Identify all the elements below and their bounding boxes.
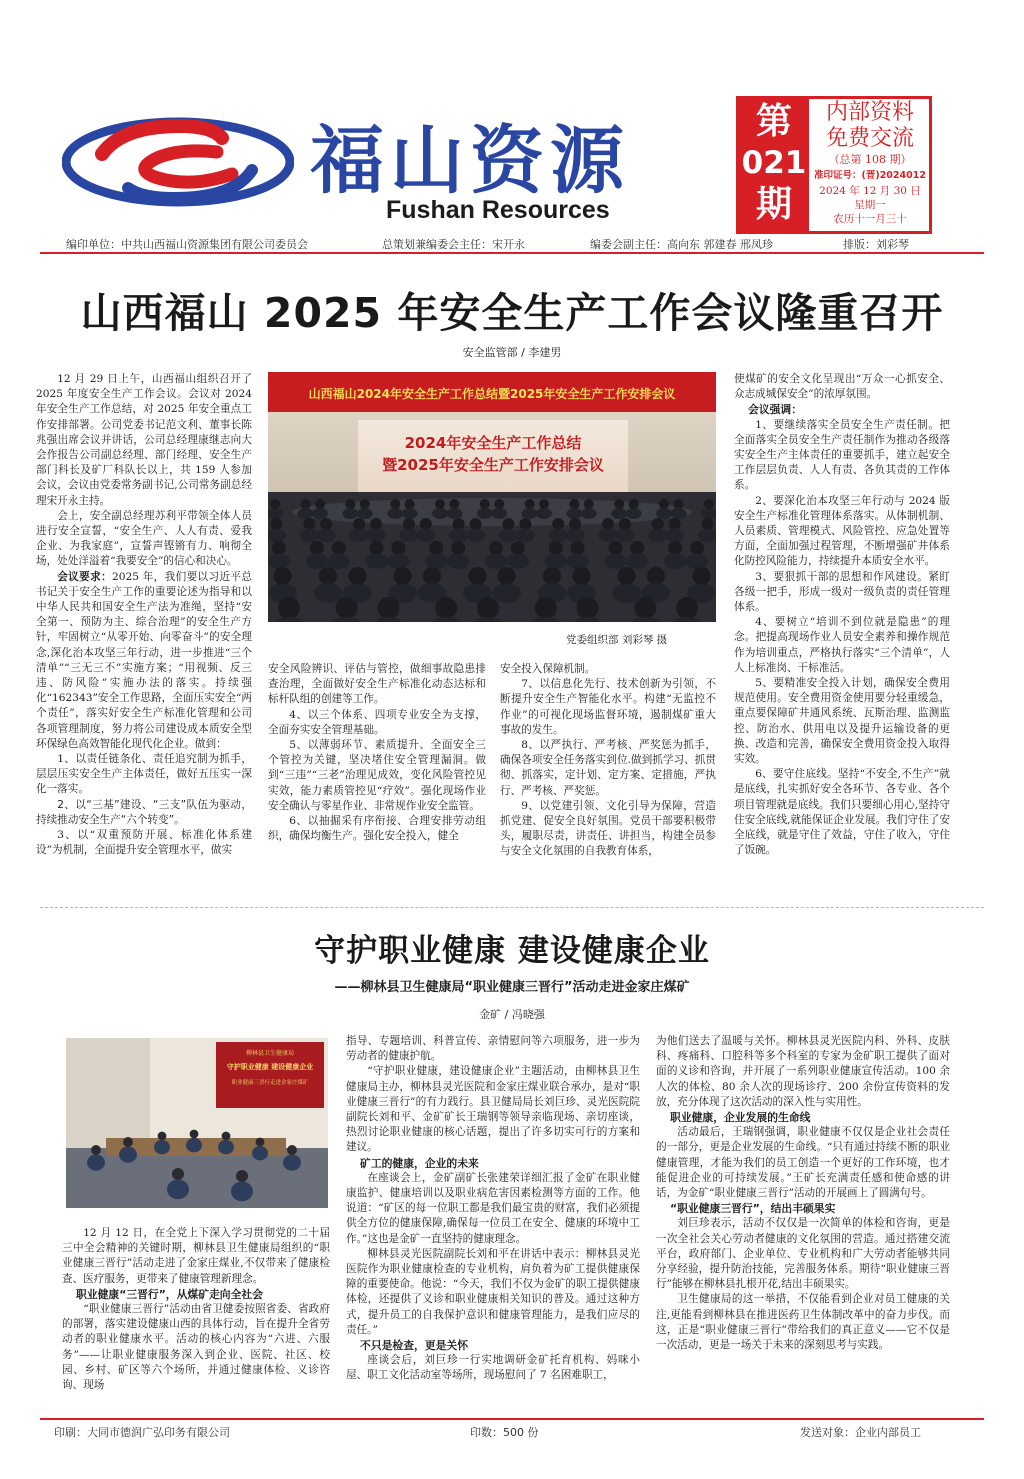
article1-column-3 [500,662,716,860]
list-item: 6、以抽掘采有序衔接、合理安排劳动组织，确保均衡生产。强化安全投入，健全 [268,815,486,843]
meeting-banner-text: 山西福山2024年安全生产工作总结暨2025年安全生产工作安排会议 [308,387,676,401]
newspaper-title: 福山资源 [310,118,630,204]
screen-title-line2: 暨2025年安全生产工作安排会议 [382,456,604,474]
article2-column-1 [62,1226,330,1393]
paragraph: 12 月 29 日上午，山西福山组织召开了 2025 年度安全生产工作会议。会议对 2024 年安全生产工作总结，对 2025 年安全重点工作安排部署。公司党委书记范文利、董事长陈兆强出席会议并讲话，公司总经理康继志向大会作报告公司副总经理、部门经理、安全生产部门科长及矿厂科队长以上，共 159 人参加会议，会议由党委常务副书记,公司常务副总经理宋开永主持。 [36,373,252,507]
paragraph: 在座谈会上，金矿副矿长张建荣详细汇报了金矿在职业健康监护、健康培训以及职业病危害因素检测等方面的工作。他说道：“矿区的每一位职工都是我们最宝贵的财富，我们必须提供全方位的健康保障,确保每一位员工在安全、健康的环境中工作。”这也是金矿一直坚持的健康理念。 [346,1171,640,1245]
list-item: 3、以“双重预防开展、标准化体系建设”为机制，全面提升安全管理水平，做实 [36,829,252,857]
paragraph: 卫生健康局的这一举措，不仅能看到企业对员工健康的关注,更能看到柳林县在推进医药卫生体制改革中的奋力步伐。而这，正是“职业健康三晋行”带给我们的真正意义——它不仅是一次活动，更是一场关于未来的深刻思考与实践。 [656,1293,950,1352]
article2-column-2 [346,1034,640,1384]
list-item: 7、以信息化先行、技术创新为引领，不断提升安全生产智能化水平。构建“无监控不作业”的可视化现场监督环境，遏制煤矿重大事故的发生。 [500,678,716,736]
section-label: 会议强调： [748,403,803,417]
article2-byline: 金矿 / 冯晓强 [479,1008,545,1021]
audience-graphic [268,372,716,622]
list-item: 4、要树立“培训不到位就是隐患”的理念。把提高现场作业人员安全素养和操作规范作为培训重点，严格执行落实“三个清单”，人人上标准岗、干标准活。 [734,616,950,674]
paragraph: 指导、专题培训、科普宣传、亲情慰问等六项服务，进一步为劳动者的健康护航。 [346,1035,640,1063]
editor-chief: 总策划兼编委会主任：宋开永 [382,238,525,251]
permit-number: 准印证号：(晋)2024012 [814,170,926,181]
article2-subtitle: ——柳林县卫生健康局“职业健康三晋行”活动走进金家庄煤矿 [334,980,690,995]
article1-column-1 [36,372,252,859]
article1-byline: 安全监管部 / 李建男 [462,346,562,359]
paragraph: 座谈会后，刘巨珍一行实地调研金矿托育机构、妈咪小屋、职工文化活动室等场所，现场慰问了 7 名困难职工， [346,1354,640,1382]
article1-column-4 [734,372,950,859]
footer-printer: 印刷：大同市德润广弘印务有限公司 [54,1426,230,1439]
masthead [0,0,1024,260]
list-item: 9、以党建引领、文化引导为保障，营造抓党建、促安全良好氛围。党员干部要积极带头，履职尽责，讲责任、讲担当，构建全员参与安全文化氛围的自我教育体系， [500,799,716,858]
article2-column-3 [656,1034,950,1353]
board-line-3: 职业健康三晋行走进金家庄煤矿 [231,1080,309,1086]
paragraph: 安全风险辨识、评估与管控，做细事故隐患排查治理，全面做好安全生产标准化动态达标和标杆队组的创建等工作。 [268,663,486,706]
paragraph: 活动最后，王瑞钢强调，职业健康不仅仅是企业社会责任的一部分，更是企业发展的生命线。“只有通过持续不断的职业健康管理，才能为我们的员工创造一个更好的工作环境，也才能促进企业的可持续发展。”王矿长充满责任感和使命感的讲话，为金矿“职业健康三晋行”活动的开展画上了圆满句号。 [656,1126,950,1200]
paragraph: 会上，安全副总经理苏利平带领全体人员进行安全宣誓，“安全生产、人人有责、爱我企业、为我家庭”，宣誓声铿锵有力、响彻全场，处处洋溢着“我要安全”的信心和决心。 [36,509,252,568]
editor-layout: 排版：刘彩琴 [843,238,909,251]
editor-deputy: 编委会副主任：高向东 郭建春 邢凤珍 [590,238,773,251]
footer-recipients: 发送对象：企业内部员工 [800,1426,921,1439]
list-item: 5、以薄弱环节、素质提升、全面安全三个管控为关键，坚决堵住安全管理漏洞。做到“三违”“三老”治理见成效，变化风险管控见实效，能力素质管控见“疗效”。强化现场作业安全确认与零星作业、非常规作业安全监管。 [268,739,486,812]
newspaper-title-en: Fushan Resources [386,196,610,224]
internal-label: 内部资料 [825,100,914,125]
section-heading: 不只是检查，更是关怀 [360,1339,468,1353]
total-issue: （总第 108 期） [828,153,912,166]
issue-char-top: 第 [755,101,792,142]
list-item: 2、要深化治本攻坚三年行动与 2024 版安全生产标准化管理体系落实。从体制机制、人员素质、管理模式、风险管控、应急处置等方面，全面加强过程管理，不断增强矿井体系化防控风险能力，持续提升本质安全水平。 [734,494,950,568]
health-visit-photo [66,1038,328,1208]
section-label: 会议要求： [57,570,113,583]
paragraph: 柳林县灵光医院副院长刘和平在讲话中表示：柳林县灵光医院作为职业健康检查的专业机构，肩负着为矿工提供健康保障的重要使命。他说：“今天，我们不仅为金矿的职工提供健康体检，还提供了义诊和职业健康相关知识的普及。通过这种方式，提升员工的自我保护意识和健康管理能力，是我们应尽的责任。” [346,1247,640,1336]
list-item: 5、要精准安全投入计划，确保安全费用规范使用。安全费用资金使用要分轻重缓急，重点要保障矿井通风系统、瓦斯治理、监测监控、防治水、供用电以及提升运输设备的更换、改造和完善，确保安全费用资金投入取得实效。 [734,677,950,766]
list-item: 1、要继续落实全员安全生产责任制。把全面落实全员安全生产责任制作为推动各级落实安全生产主体责任的重要抓手，建立起安全工作层层负责、人人有责、各负其责的工作体系。 [734,418,950,492]
list-item: 1、以责任链条化、责任追究制为抓手，层层压实安全生产主体责任，做好五压实一深化一落实。 [36,753,252,796]
issue-info [811,99,929,226]
issue-char-bottom: 期 [755,184,792,225]
issue-lunar-date: 农历十一月三十 [833,213,907,225]
article1-title: 山西福山 2025 年安全生产工作会议隆重召开 [80,289,944,337]
list-item: 8、以严执行、严考核、严奖惩为抓手，确保各项安全任务落实到位.做到抓学习、抓贯彻、抓落实，定计划、定方案、定措施，严执行、严考核、严奖惩。 [500,739,716,797]
issue-number: 021 [741,145,807,181]
editorial-line [60,236,960,252]
issue-weekday: 星期一 [854,199,886,211]
paragraph: 12 月 12 日，在全党上下深入学习贯彻党的二十届三中全会精神的关键时期，柳林县卫生健康局组织的“职业健康三晋行”活动走进了金家庄煤业,不仅带来了健康检查、医疗服务，更带来了健康管理新理念。 [62,1227,330,1285]
section-heading: 矿工的健康，企业的未来 [360,1156,479,1170]
issue-number-block [739,99,809,231]
masthead-rule [40,252,984,254]
board-line-2: 守护职业健康 建设健康企业 [226,1063,314,1071]
editor-unit: 编印单位：中共山西福山资源集团有限公司委员会 [66,238,308,251]
list-item: 2、以“三基”建设、“三支”队伍为驱动，持续推动安全生产“六个转变”。 [36,798,252,826]
paragraph: 会议要求：2025 年，我们要以习近平总书记关于安全生产工作的重要论述为指导和以中华人民共和国安全生产法为准绳，坚持“安全第一、预防为主、综合治理”的安全生产方针，牢固树立“从零开始、向零奋斗”的安全理念,深化治本攻坚三年行动，进一步推进“三个清单”“三无三不”实施方案；“用视频、反三违、防风险”实施办法的落实。持续强化“162343”安全工作思路，全面压实安全“两个责任”，落实好安全生产标准化管理和公司各项管理制度，努力将公司建设成本质安全型环保绿色高效智能化现代化企业。做到： [36,570,252,750]
paragraph: “守护职业健康，建设健康企业”主题活动，由柳林县卫生健康局主办，柳林县灵光医院和金家庄煤业联合承办，是对“职业健康三晋行”的有力践行。县卫健局局长刘巨珍、灵光医院院副院长刘和平、金矿矿长王瑞钢等领导亲临现场、亲切座谈，热烈讨论职业健康的核心话题，提出了许多切实可行的方案和建议。 [346,1065,640,1154]
article2-title: 守护职业健康 建设健康企业 [314,933,710,969]
paragraph: “职业健康三晋行”活动由省卫健委按照省委、省政府的部署，落实建设健康山西的具体行动，旨在提升全省劳动者的职业健康水平。活动的核心内容为“六进、六服务”——让职业健康服务深入到企业、医院、社区、校园、乡村、矿区等六个场所，并通过健康体检、义诊咨询、现场 [62,1303,330,1392]
section-heading: 职业健康，企业发展的生命线 [670,1111,811,1125]
meeting-photo [268,372,716,622]
section-heading: “职业健康三晋行”，结出丰硕果实 [670,1202,836,1216]
photo-caption: 党委组织部 刘彩琴 摄 [566,634,668,646]
footer-copies: 印数：500 份 [470,1426,539,1439]
list-item: 6、要守住底线。坚持“不安全,不生产”就是底线，扎实抓好安全各环节、各专业、各个项目管理就是底线。我们只要细心用心,坚持守住安全底线,就能保证企业发展。我们守住了安全底线，就是守住了效益，守住了收入，守住了饭碗。 [734,768,950,857]
article-divider [40,907,984,908]
fushan-logo-icon [62,112,294,212]
participants-graphic [66,1038,328,1208]
paragraph: 安全投入保障机制。 [500,663,596,675]
article1-column-2 [268,662,486,844]
paragraph: 刘巨珍表示，活动不仅仅是一次简单的体检和咨询，更是一次全社会关心劳动者健康的文化氛围的营造。通过搭建交流平台，政府部门、企业单位、专业机构和广大劳动者能够共同分享经验，提升防治技能，完善服务体系。期待“职业健康三晋行”能够在柳林县扎根开花,结出丰硕果实。 [656,1217,950,1291]
list-item: 4、以三个体系、四项专业安全为支撑，全面夯实安全管理基础。 [268,708,486,736]
paragraph: 使煤矿的安全文化呈现出“万众一心抓安全、众志成城保安全”的浓厚氛围。 [734,373,950,401]
screen-title-line1: 2024年安全生产工作总结 [404,434,582,452]
free-label: 免费交流 [825,126,914,151]
footer [0,1424,1024,1440]
footer-rule [40,1418,984,1420]
list-item: 3、要狠抓干部的思想和作风建设。紧盯各级一把手，形成一级对一级负责的责任管理体系。 [734,570,950,614]
paragraph: 为他们送去了温暖与关怀。柳林县灵光医院内科、外科、皮肤科、疼痛科、口腔科等多个科室的专家为金矿职工提供了面对面的义诊和咨询，并开展了一系列职业健康宣传活动。100 余人次的体检、80 余人次的现场诊疗、200 余份宣传资料的发放，充分体现了这次活动的深入性与实用性。 [656,1035,950,1108]
issue-date: 2024 年 12 月 30 日 [819,185,921,197]
section-heading: 职业健康“三晋行”，从煤矿走向全社会 [76,1287,263,1301]
board-line-1: 柳林县卫生健康局 [245,1050,294,1057]
issue-box [736,96,932,234]
